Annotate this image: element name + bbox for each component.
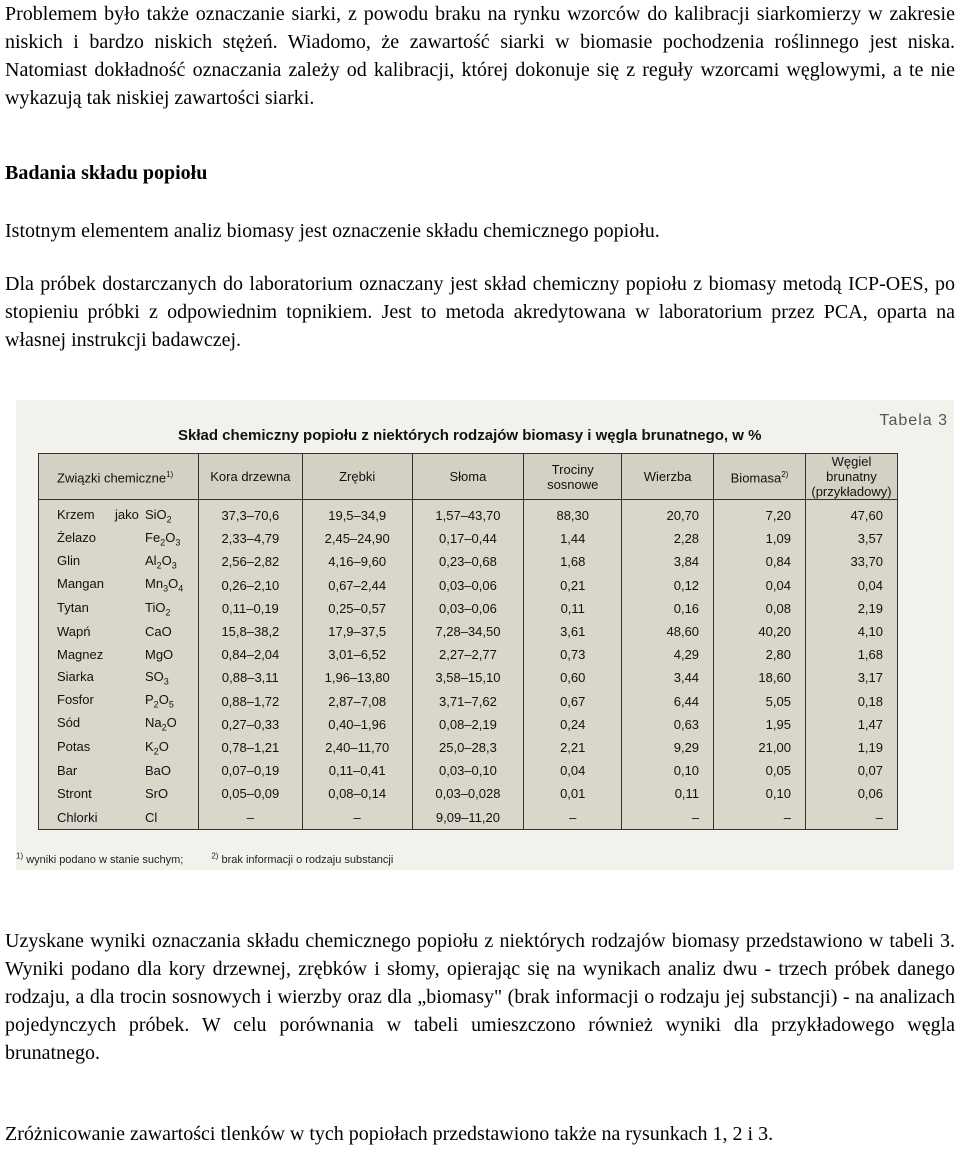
formula-subscript: 2	[165, 607, 171, 618]
header-compounds: Związki chemiczne$^{1)}$	[39, 454, 199, 500]
value-zrebki: 0,11–0,41	[302, 759, 412, 782]
table-row	[39, 620, 898, 643]
formula	[145, 530, 180, 548]
footnote-text: wyniki podano w stanie suchym;	[26, 853, 184, 866]
element-note	[115, 553, 145, 571]
paragraph-icp-method: Dla próbek dostarczanych do laboratorium oznaczany jest skład chemiczny popiołu z biomasy metodą ICP-OES, po stopieniu próbki z odpowiednim topnikiem. Jest to metoda akredytowana w laboratorium przez PCA, oparta na własnej instrukcji badawczej.	[5, 273, 955, 351]
value-kora: 2,56–2,82	[198, 550, 302, 573]
paragraph-figures-reference: Zróżnicowanie zawartości tlenków w tych popiołach przedstawiono także na rysunkach 1, 2 i 3.	[5, 1123, 774, 1145]
table-row	[39, 690, 898, 713]
value-zrebki: 1,96–13,80	[302, 666, 412, 689]
table-footnotes	[16, 851, 421, 866]
value-wegiel: 3,57	[805, 527, 897, 550]
header-wegiel: Węgiel brunatny (przykładowy)	[805, 454, 897, 500]
formula	[145, 786, 168, 801]
value-trociny: 0,24	[524, 713, 622, 736]
value-trociny: 0,01	[524, 782, 622, 805]
formula-subscript: 2	[153, 746, 159, 757]
formula-part: SrO	[145, 786, 169, 802]
value-wegiel: 0,18	[805, 690, 897, 713]
table-figure	[16, 400, 954, 870]
element-name: Krzem	[57, 506, 95, 522]
value-zrebki: 19,5–34,9	[302, 500, 412, 528]
formula-part: BaO	[145, 763, 172, 779]
formula-part: SiO	[145, 506, 167, 522]
element-note	[115, 530, 145, 548]
element-note	[115, 624, 145, 639]
compound-cell	[39, 690, 199, 713]
formula-subscript: 3	[163, 583, 169, 594]
value-kora: –	[198, 805, 302, 829]
value-zrebki: 3,01–6,52	[302, 643, 412, 666]
value-trociny: 1,44	[524, 527, 622, 550]
element-name: Fosfor	[57, 692, 94, 708]
formula-subscript: 4	[178, 583, 184, 594]
value-kora: 0,11–0,19	[198, 597, 302, 620]
formula	[145, 624, 172, 639]
ash-composition-table	[38, 453, 898, 830]
value-biomasa: 21,00	[714, 736, 806, 759]
footnote	[211, 851, 407, 866]
value-trociny: 2,21	[524, 736, 622, 759]
element-note	[115, 692, 145, 710]
formula	[145, 763, 171, 778]
compound-cell	[39, 500, 199, 528]
value-wegiel: 0,07	[805, 759, 897, 782]
value-biomasa: 5,05	[714, 690, 806, 713]
element-note	[115, 786, 145, 801]
value-wierzba: 0,16	[622, 597, 714, 620]
formula	[145, 715, 177, 733]
value-wierzba: –	[622, 805, 714, 829]
compound-cell	[39, 782, 199, 805]
header-trociny: Trociny sosnowe	[524, 454, 622, 500]
value-biomasa: 0,10	[714, 782, 806, 805]
formula	[145, 739, 169, 757]
compound-cell	[39, 759, 199, 782]
value-trociny: 0,73	[524, 643, 622, 666]
value-kora: 0,27–0,33	[198, 713, 302, 736]
compound-cell	[39, 666, 199, 689]
element-name: Stront	[57, 786, 92, 802]
value-sloma: 3,71–7,62	[412, 690, 524, 713]
formula-part: Na	[145, 715, 162, 731]
table-label: Tabela 3	[879, 412, 948, 429]
value-sloma: 1,57–43,70	[412, 500, 524, 528]
value-biomasa: 7,20	[714, 500, 806, 528]
value-zrebki: 4,16–9,60	[302, 550, 412, 573]
header-kora: Kora drzewna	[198, 454, 302, 500]
value-biomasa: 2,80	[714, 643, 806, 666]
element-name: Żelazo	[57, 529, 97, 545]
formula-part: MgO	[145, 647, 174, 663]
value-wierzba: 0,63	[622, 713, 714, 736]
table-row	[39, 713, 898, 736]
formula-part: CaO	[145, 624, 172, 640]
value-kora: 0,05–0,09	[198, 782, 302, 805]
footnote-text: brak informacji o rodzaju substancji	[221, 853, 394, 866]
formula	[145, 576, 183, 594]
value-wegiel: 4,10	[805, 620, 897, 643]
value-zrebki: 0,40–1,96	[302, 713, 412, 736]
table-row	[39, 597, 898, 620]
value-sloma: 3,58–15,10	[412, 666, 524, 689]
value-zrebki: 2,40–11,70	[302, 736, 412, 759]
element-name: Bar	[57, 763, 78, 779]
value-wierzba: 0,10	[622, 759, 714, 782]
formula	[145, 553, 177, 571]
value-sloma: 0,17–0,44	[412, 527, 524, 550]
formula-part: K	[145, 738, 154, 754]
value-sloma: 0,03–0,06	[412, 597, 524, 620]
element-note	[115, 715, 145, 733]
value-kora: 0,84–2,04	[198, 643, 302, 666]
value-zrebki: 17,9–37,5	[302, 620, 412, 643]
header-sloma: Słoma	[412, 454, 524, 500]
value-wierzba: 4,29	[622, 643, 714, 666]
value-zrebki: 0,67–2,44	[302, 574, 412, 597]
compound-cell	[39, 713, 199, 736]
paragraph-results: Uzyskane wyniki oznaczania składu chemicznego popiołu z niektórych rodzajów biomasy przedstawiono w tabeli 3. Wyniki podano dla kory drzewnej, zrębków i słomy, opierając się na wynikach analiz dwu - trzech próbek danego rodzaju, a dla trocin sosnowych i wierzby oraz dla „biomasy" (brak informacji o rodzaju jej substancji) - na analizach pojedynczych próbek. W celu porównania w tabeli umieszczono również wyniki dla przykładowego węgla brunatnego.	[5, 930, 955, 1064]
value-biomasa: 0,04	[714, 574, 806, 597]
value-wegiel: 33,70	[805, 550, 897, 573]
value-kora: 0,88–3,11	[198, 666, 302, 689]
table-row	[39, 782, 898, 805]
formula-subscript: 2	[161, 723, 167, 734]
table-row	[39, 805, 898, 829]
paragraph-ash-intro: Istotnym elementem analiz biomasy jest oznaczenie składu chemicznego popiołu.	[5, 220, 660, 242]
formula-subscript: 5	[168, 699, 174, 710]
element-name: Potas	[57, 738, 91, 754]
value-kora: 2,33–4,79	[198, 527, 302, 550]
value-trociny: 1,68	[524, 550, 622, 573]
value-trociny: 0,11	[524, 597, 622, 620]
value-sloma: 0,08–2,19	[412, 713, 524, 736]
value-biomasa: 0,84	[714, 550, 806, 573]
footnote-mark: 2)	[211, 851, 219, 860]
compound-cell	[39, 620, 199, 643]
formula-part: O	[161, 553, 172, 569]
value-trociny: 3,61	[524, 620, 622, 643]
formula-part: Mn	[145, 576, 164, 592]
value-trociny: 0,60	[524, 666, 622, 689]
header-zrebki: Zrębki	[302, 454, 412, 500]
formula-part: Cl	[145, 809, 158, 825]
element-note	[115, 669, 145, 687]
value-wierzba: 0,12	[622, 574, 714, 597]
value-kora: 0,88–1,72	[198, 690, 302, 713]
element-note	[115, 739, 145, 757]
paragraph-sulfur-determination: Problemem było także oznaczanie siarki, z powodu braku na rynku wzorców do kalibracji siarkomierzy w zakresie niskich i bardzo niskich stężeń. Wiadomo, że zawartość siarki w biomasie pochodzenia roślinnego jest niska. Natomiast dokładność oznaczania zależy od kalibracji, której dokonuje się z reguły wzorcami węglowymi, a te nie wykazują tak niskiej zawartości siarki.	[5, 3, 955, 109]
value-zrebki: 2,87–7,08	[302, 690, 412, 713]
value-wegiel: 1,47	[805, 713, 897, 736]
table-row	[39, 500, 898, 528]
formula-subscript: 3	[163, 676, 169, 687]
value-sloma: 0,23–0,68	[412, 550, 524, 573]
formula	[145, 810, 157, 825]
value-biomasa: 0,08	[714, 597, 806, 620]
value-wegiel: 0,04	[805, 574, 897, 597]
element-name: Sód	[57, 715, 81, 731]
element-name: Siarka	[57, 669, 94, 685]
value-wegiel: 47,60	[805, 500, 897, 528]
element-name: Wapń	[57, 624, 91, 640]
value-wegiel: 1,19	[805, 736, 897, 759]
element-name: Glin	[57, 553, 81, 569]
formula-subscript: 2	[153, 699, 159, 710]
formula-part: SO	[145, 669, 164, 685]
value-wierzba: 6,44	[622, 690, 714, 713]
value-kora: 15,8–38,2	[198, 620, 302, 643]
formula-part: O	[166, 715, 177, 731]
footnote-mark: 1)	[16, 851, 24, 860]
value-trociny: 0,21	[524, 574, 622, 597]
compound-cell	[39, 805, 199, 829]
value-biomasa: –	[714, 805, 806, 829]
value-biomasa: 40,20	[714, 620, 806, 643]
element-name: Tytan	[57, 599, 89, 615]
formula	[145, 600, 170, 618]
table-row	[39, 666, 898, 689]
value-kora: 37,3–70,6	[198, 500, 302, 528]
value-sloma: 25,0–28,3	[412, 736, 524, 759]
value-wegiel: 0,06	[805, 782, 897, 805]
value-zrebki: –	[302, 805, 412, 829]
value-zrebki: 0,08–0,14	[302, 782, 412, 805]
value-biomasa: 18,60	[714, 666, 806, 689]
value-wierzba: 9,29	[622, 736, 714, 759]
compound-cell	[39, 736, 199, 759]
value-kora: 0,26–2,10	[198, 574, 302, 597]
compound-cell	[39, 597, 199, 620]
value-sloma: 0,03–0,028	[412, 782, 524, 805]
value-wierzba: 2,28	[622, 527, 714, 550]
value-sloma: 9,09–11,20	[412, 805, 524, 829]
element-note: jako	[115, 506, 139, 522]
element-note	[115, 810, 145, 825]
formula-subscript: 2	[160, 537, 166, 548]
compound-cell	[39, 643, 199, 666]
value-wierzba: 20,70	[622, 500, 714, 528]
value-wegiel: –	[805, 805, 897, 829]
value-sloma: 2,27–2,77	[412, 643, 524, 666]
formula-subscript: 2	[156, 560, 162, 571]
value-wierzba: 3,44	[622, 666, 714, 689]
table-title: Skład chemiczny popiołu z niektórych rodzajów biomasy i węgla brunatnego, w %	[178, 427, 762, 444]
value-zrebki: 2,45–24,90	[302, 527, 412, 550]
compound-cell	[39, 550, 199, 573]
value-biomasa: 1,95	[714, 713, 806, 736]
formula-part: O	[158, 738, 169, 754]
element-note	[115, 600, 145, 618]
formula-part: O	[165, 529, 176, 545]
element-note	[115, 576, 145, 594]
element-note	[115, 763, 145, 778]
table-row	[39, 643, 898, 666]
table-header-row	[39, 454, 898, 500]
element-name: Chlorki	[57, 809, 98, 825]
value-wierzba: 48,60	[622, 620, 714, 643]
formula-part: Al	[145, 553, 157, 569]
value-zrebki: 0,25–0,57	[302, 597, 412, 620]
compound-cell	[39, 574, 199, 597]
value-biomasa: 1,09	[714, 527, 806, 550]
formula-part: TiO	[145, 599, 166, 615]
value-wegiel: 2,19	[805, 597, 897, 620]
formula-subscript: 3	[175, 537, 181, 548]
element-note	[115, 647, 145, 662]
compound-cell	[39, 527, 199, 550]
formula	[145, 507, 172, 525]
formula-subscript: 2	[166, 514, 172, 525]
section-heading: Badania składu popiołu	[5, 162, 208, 184]
value-wegiel: 1,68	[805, 643, 897, 666]
formula-part: O	[158, 692, 169, 708]
formula	[145, 669, 169, 687]
formula-part: Fe	[145, 529, 161, 545]
header-wierzba: Wierzba	[622, 454, 714, 500]
value-kora: 0,78–1,21	[198, 736, 302, 759]
value-sloma: 7,28–34,50	[412, 620, 524, 643]
header-biomasa: Biomasa$^{2)}$	[714, 454, 806, 500]
value-sloma: 0,03–0,10	[412, 759, 524, 782]
value-trociny: 0,67	[524, 690, 622, 713]
value-kora: 0,07–0,19	[198, 759, 302, 782]
formula-subscript: 3	[171, 560, 177, 571]
formula-part: P	[145, 692, 154, 708]
footnote	[16, 851, 197, 866]
value-wegiel: 3,17	[805, 666, 897, 689]
value-sloma: 0,03–0,06	[412, 574, 524, 597]
value-trociny: 0,04	[524, 759, 622, 782]
formula	[145, 647, 173, 662]
value-trociny: 88,30	[524, 500, 622, 528]
value-wierzba: 3,84	[622, 550, 714, 573]
value-wierzba: 0,11	[622, 782, 714, 805]
formula	[145, 692, 174, 710]
value-biomasa: 0,05	[714, 759, 806, 782]
element-name: Mangan	[57, 576, 104, 592]
table-row	[39, 759, 898, 782]
table-row	[39, 550, 898, 573]
element-name: Magnez	[57, 647, 104, 663]
table-row	[39, 736, 898, 759]
table-row	[39, 574, 898, 597]
table-row	[39, 527, 898, 550]
formula-part: O	[168, 576, 179, 592]
value-trociny: –	[524, 805, 622, 829]
